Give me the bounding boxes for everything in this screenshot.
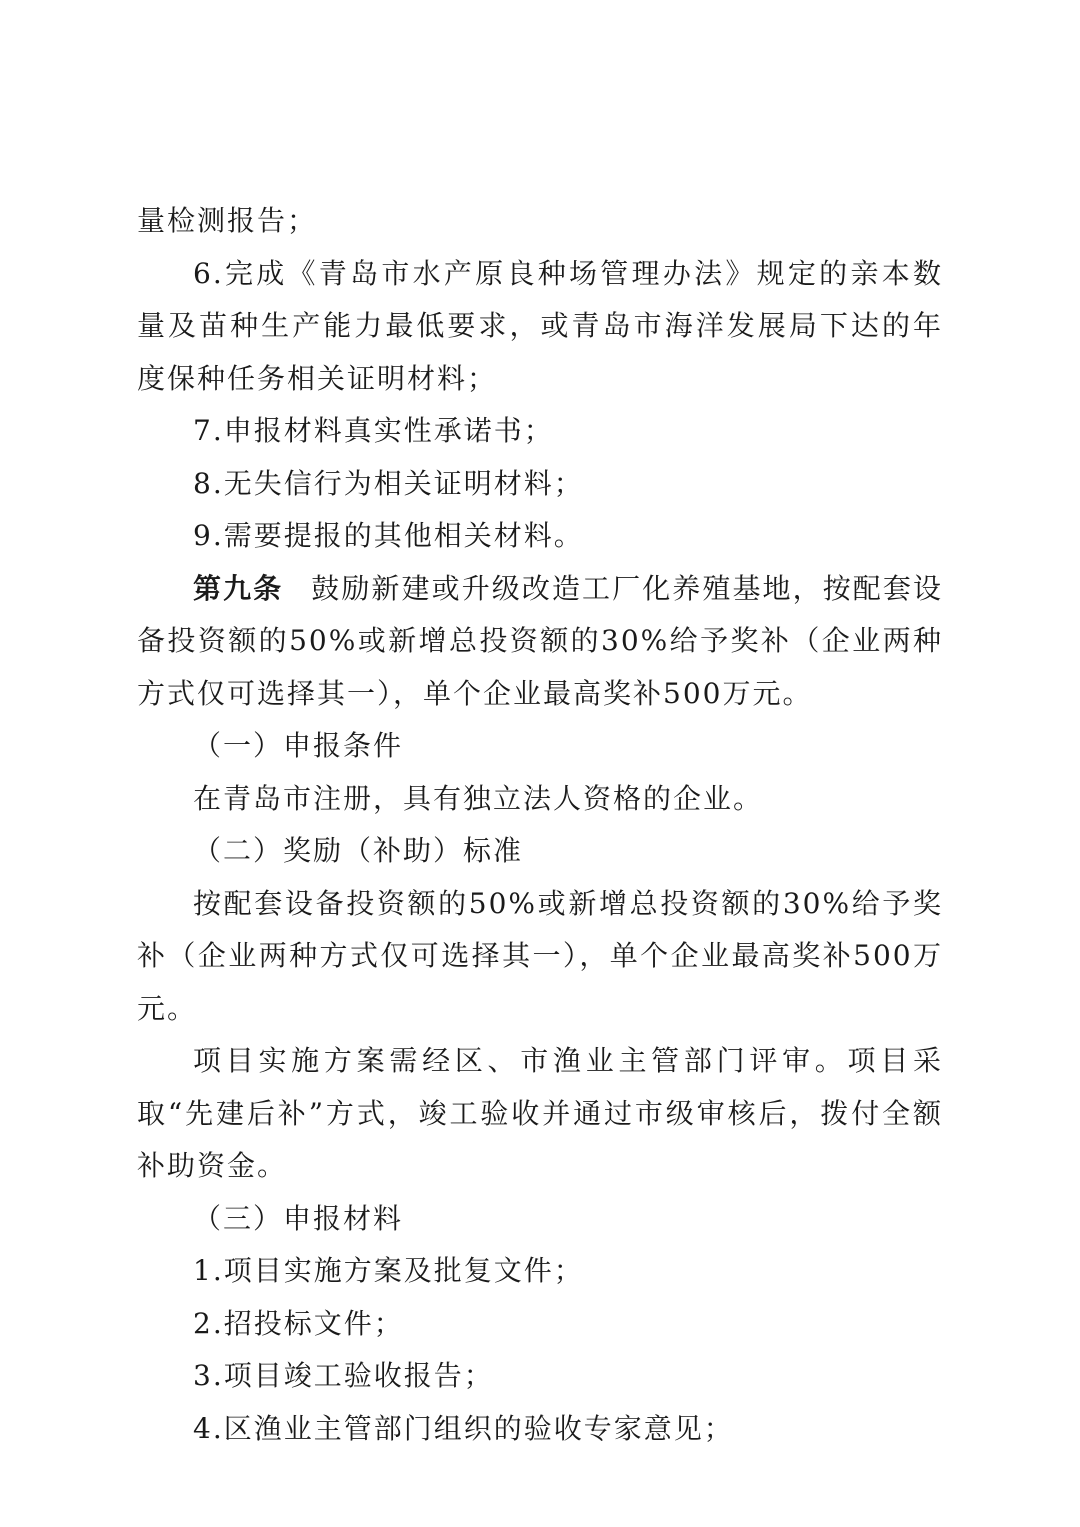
list-item-8: 8.无失信行为相关证明材料；: [193, 466, 584, 500]
section-2-heading: （二）奖励（补助）标准: [193, 834, 524, 867]
section-1-heading: （一）申报条件: [193, 729, 404, 762]
article-9: [137, 563, 943, 721]
list-item-7: 7.申报材料真实性承诺书；: [193, 414, 554, 447]
section-3-item-2: 2.招投标文件；: [193, 1306, 404, 1340]
section-3-item-3: 3.项目竣工验收报告；: [193, 1359, 494, 1392]
list-item-9: 9.需要提报的其他相关材料。: [193, 519, 584, 552]
section-2-body-1: 按配套设备投资额的50%或新增总投资额的30%给予奖补（企业两种方式仅可选择其一），单个企业最高奖补500万元。: [137, 886, 943, 1025]
section-1-body: 在青岛市注册，具有独立法人资格的企业。: [193, 781, 764, 815]
article-9-text: 鼓励新建或升级改造工厂化养殖基地，按配套设备投资额的50%或新增总投资额的30%给予奖补（企业两种方式仅可选择其一），单个企业最高奖补500万元。: [137, 571, 943, 710]
section-3-heading: （三）申报材料: [193, 1201, 404, 1235]
list-item-6: 6.完成《青岛市水产原良种场管理办法》规定的亲本数量及苗种生产能力最低要求，或青岛市海洋发展局下达的年度保种任务相关证明材料；: [137, 256, 943, 395]
section-3-item-1: 1.项目实施方案及批复文件；: [193, 1254, 584, 1287]
section-3-item-4: 4.区渔业主管部门组织的验收专家意见；: [193, 1411, 734, 1445]
article-number: 第九条: [193, 571, 284, 605]
paragraph-continuation: 量检测报告；: [137, 204, 318, 237]
document-body: [137, 195, 943, 1455]
section-2-body-2: 项目实施方案需经区、市渔业主管部门评审。项目采取“先建后补”方式，竣工验收并通过市级审核后，拨付全额补助资金。: [137, 1044, 943, 1182]
